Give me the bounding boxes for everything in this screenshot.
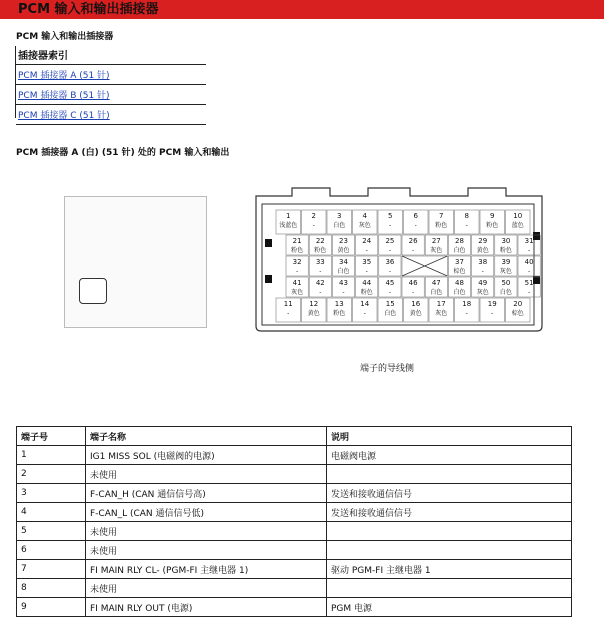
pin-number-label: 10 (513, 212, 523, 220)
connector-c-link[interactable]: PCM 插接器 C (51 针) (18, 111, 110, 121)
col-header-pin-number: 端子号 (17, 427, 86, 446)
pin-wire-color-label: 粉色 (291, 247, 304, 254)
key-left-1 (265, 239, 272, 247)
pin-number-label: 1 (286, 212, 291, 220)
table-row (17, 579, 572, 598)
pin-number-cell: 1 (17, 446, 86, 465)
table-row (17, 503, 572, 522)
pin-number-label: 7 (439, 212, 444, 220)
pin-description-cell: 发送和接收通信信号 (327, 484, 572, 503)
pin-number-label: 45 (385, 279, 395, 287)
pin-number-label: 12 (309, 300, 319, 308)
connector-a-link[interactable]: PCM 插接器 A (51 针) (18, 71, 110, 81)
pin-number-label: 6 (413, 212, 418, 220)
connector-index-header: 插接器索引 (16, 45, 206, 65)
pin-wire-color-label: 黄色 (307, 310, 320, 317)
pin-wire-color-label: - (287, 310, 290, 317)
pin-wire-color-label: 灰色 (358, 222, 371, 229)
pin-number-label: 36 (385, 258, 395, 266)
pin-number-label: 23 (339, 237, 348, 245)
pin-wire-color-label: - (365, 268, 368, 275)
connector-caption: 端子的导线侧 (360, 364, 415, 374)
pin-number-cell: 4 (17, 503, 86, 522)
pin-wire-color-label: 灰色 (476, 289, 489, 296)
connector-diagram (248, 186, 548, 334)
pin-wire-color-label: 粉色 (314, 247, 327, 254)
pin-wire-color-label: - (528, 247, 531, 254)
page-subtitle: PCM 输入和输出插接器 (16, 32, 114, 42)
pin-number-label: 16 (411, 300, 421, 308)
pin-number-label: 15 (385, 300, 395, 308)
pin-number-label: 51 (524, 279, 534, 287)
pin-number-label: 32 (292, 258, 302, 266)
pin-name-cell: 未使用 (86, 465, 327, 484)
pin-wire-color-label: 蓝色 (511, 222, 524, 229)
pin-number-cell: 9 (17, 598, 86, 617)
pin-number-label: 41 (292, 279, 302, 287)
table-row (17, 522, 572, 541)
pin-wire-color-label: 白色 (453, 247, 466, 254)
pin-number-label: 35 (362, 258, 372, 266)
pin-number-label: 42 (315, 279, 325, 287)
pin-name-cell: 未使用 (86, 541, 327, 560)
pin-number-label: 28 (455, 237, 464, 245)
pin-number-label: 50 (501, 279, 511, 287)
pin-wire-color-label: 粉色 (435, 222, 448, 229)
pin-number-label: 17 (436, 300, 446, 308)
section-heading: PCM 插接器 A (白) (51 针) 处的 PCM 输入和输出 (16, 148, 230, 158)
pin-number-label: 14 (360, 300, 370, 308)
pin-wire-color-label: 灰色 (291, 289, 304, 296)
pin-number-cell: 7 (17, 560, 86, 579)
pin-description-cell (327, 541, 572, 560)
pin-description-cell: 驱动 PGM-FI 主继电器 1 (327, 560, 572, 579)
pin-number-label: 8 (464, 212, 469, 220)
pin-wire-color-label: - (389, 222, 392, 229)
pin-wire-color-label: 白色 (384, 310, 397, 317)
pin-wire-color-label: - (388, 247, 391, 254)
pin-number-label: 2 (311, 212, 316, 220)
pin-number-label: 30 (501, 237, 511, 245)
pin-wire-color-label: - (319, 289, 322, 296)
pin-description-cell: 电磁阀电源 (327, 446, 572, 465)
pin-number-label: 9 (490, 212, 495, 220)
pin-wire-color-label: - (388, 289, 391, 296)
pin-name-cell: FI MAIN RLY CL- (PGM-FI 主继电器 1) (86, 560, 327, 579)
pin-number-cell: 6 (17, 541, 86, 560)
pin-number-label: 13 (334, 300, 344, 308)
pin-table (16, 426, 572, 617)
pin-number-label: 24 (362, 237, 372, 245)
key-right-1 (533, 232, 540, 240)
pin-wire-color-label: 灰色 (435, 310, 448, 317)
table-row (17, 541, 572, 560)
pin-wire-color-label: 白色 (430, 289, 443, 296)
pin-number-label: 5 (388, 212, 393, 220)
pin-wire-color-label: - (365, 247, 368, 254)
pin-number-label: 22 (315, 237, 325, 245)
pin-number-label: 40 (524, 258, 534, 266)
pin-number-label: 39 (501, 258, 511, 266)
pin-wire-color-label: 粉色 (486, 222, 499, 229)
pin-wire-color-label: - (528, 268, 531, 275)
pin-wire-color-label: - (363, 310, 366, 317)
pin-description-cell (327, 522, 572, 541)
pin-wire-color-label: 灰色 (430, 247, 443, 254)
pin-wire-color-label: - (491, 310, 494, 317)
key-left-2 (265, 275, 272, 283)
pin-wire-color-label: 黄色 (337, 247, 350, 254)
pin-number-cell: 5 (17, 522, 86, 541)
pin-number-label: 38 (478, 258, 488, 266)
page-title: PCM 输入和输出插接器 (0, 0, 604, 19)
pin-number-label: 46 (408, 279, 418, 287)
table-row (17, 560, 572, 579)
pin-wire-color-label: 浅蓝色 (279, 222, 298, 229)
pin-number-label: 18 (462, 300, 472, 308)
connector-b-link[interactable]: PCM 插接器 B (51 针) (18, 91, 110, 101)
col-header-pin-name: 端子名称 (86, 427, 327, 446)
pin-number-label: 37 (455, 258, 464, 266)
pin-wire-color-label: - (465, 222, 468, 229)
pin-name-cell: F-CAN_H (CAN 通信信号高) (86, 484, 327, 503)
pin-number-label: 44 (362, 279, 372, 287)
pin-number-cell: 8 (17, 579, 86, 598)
pin-wire-color-label: 粉色 (333, 310, 346, 317)
pin-name-cell: 未使用 (86, 579, 327, 598)
connector-location-image (64, 196, 207, 328)
pin-number-label: 21 (292, 237, 302, 245)
pin-wire-color-label: - (296, 268, 299, 275)
pin-number-label: 47 (431, 279, 441, 287)
pin-number-label: 43 (339, 279, 348, 287)
pin-number-label: 19 (487, 300, 497, 308)
pin-wire-color-label: 粉色 (360, 289, 373, 296)
pin-description-cell: PGM 电源 (327, 598, 572, 617)
pin-wire-color-label: 黄色 (409, 310, 422, 317)
table-row (17, 446, 572, 465)
pin-wire-color-label: - (319, 268, 322, 275)
pin-wire-color-label: - (388, 268, 391, 275)
pin-wire-color-label: 粉色 (499, 247, 512, 254)
pin-wire-color-label: - (481, 268, 484, 275)
pin-number-cell: 3 (17, 484, 86, 503)
pin-number-label: 26 (408, 237, 418, 245)
pin-name-cell: IG1 MISS SOL (电磁阀的电源) (86, 446, 327, 465)
pin-wire-color-label: 白色 (333, 222, 346, 229)
table-row (17, 465, 572, 484)
pin-description-cell (327, 465, 572, 484)
pin-description-cell: 发送和接收通信信号 (327, 503, 572, 522)
pin-wire-color-label: 黄色 (476, 247, 489, 254)
pin-name-cell: F-CAN_L (CAN 通信信号低) (86, 503, 327, 522)
pin-wire-color-label: 白色 (337, 268, 350, 275)
pin-number-label: 29 (478, 237, 488, 245)
pin-number-label: 48 (455, 279, 464, 287)
pin-number-label: 20 (513, 300, 523, 308)
pin-number-label: 11 (283, 300, 293, 308)
table-row (17, 598, 572, 617)
pin-wire-color-label: 棕色 (453, 268, 466, 275)
pin-number-label: 49 (478, 279, 488, 287)
pin-wire-color-label: - (414, 222, 417, 229)
pin-wire-color-label: - (312, 222, 315, 229)
pin-wire-color-label: - (528, 289, 531, 296)
pin-name-cell: 未使用 (86, 522, 327, 541)
pin-wire-color-label: 灰色 (499, 268, 512, 275)
col-header-description: 说明 (327, 427, 572, 446)
pin-number-label: 3 (337, 212, 342, 220)
pin-wire-color-label: 棕色 (511, 310, 524, 317)
pin-number-label: 27 (431, 237, 441, 245)
table-row (17, 484, 572, 503)
pin-number-label: 34 (339, 258, 348, 266)
pin-wire-color-label: 白色 (453, 289, 466, 296)
pin-description-cell (327, 579, 572, 598)
pin-name-cell: FI MAIN RLY OUT (电源) (86, 598, 327, 617)
pin-wire-color-label: - (342, 289, 345, 296)
pin-number-cell: 2 (17, 465, 86, 484)
connector-index-table (16, 45, 206, 125)
pin-number-label: 33 (315, 258, 325, 266)
pin-wire-color-label: - (465, 310, 468, 317)
pin-wire-color-label: - (412, 247, 415, 254)
pin-wire-color-label: - (412, 289, 415, 296)
connector-latch-icon (79, 278, 107, 304)
pin-number-label: 31 (524, 237, 534, 245)
pin-number-label: 4 (362, 212, 367, 220)
pin-number-label: 25 (385, 237, 395, 245)
pin-wire-color-label: 白色 (499, 289, 512, 296)
